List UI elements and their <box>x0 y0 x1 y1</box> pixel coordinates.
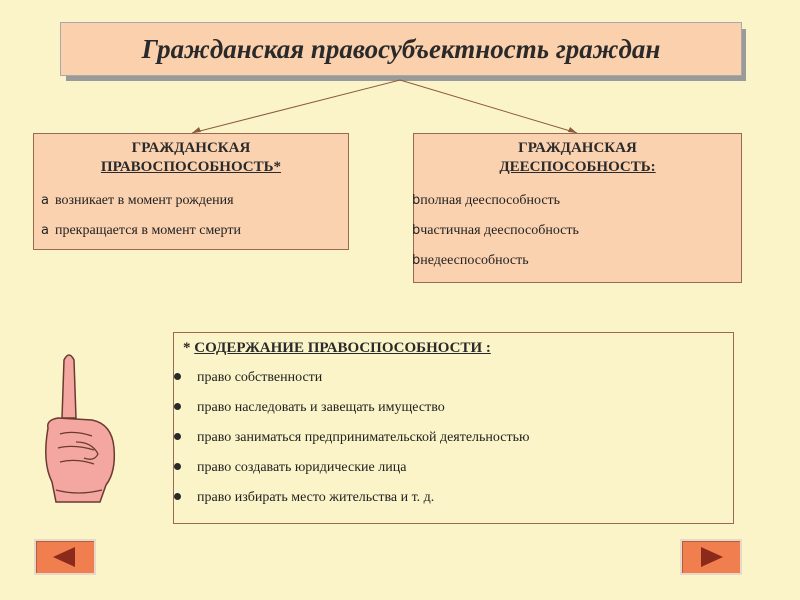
legal-capacity-box <box>33 133 349 250</box>
bullet-marker: а <box>41 223 49 238</box>
page-title: Гражданская правосубъектность граждан <box>141 33 661 64</box>
list-item-text: право собственности <box>197 370 323 385</box>
list-item <box>174 370 322 386</box>
bullet-marker: b <box>412 223 421 238</box>
bullet-marker: b <box>412 253 421 268</box>
list-item <box>412 193 560 209</box>
capacity-content-box <box>173 332 734 524</box>
list-item-text: право наследовать и завещать имущество <box>197 400 445 415</box>
active-capacity-box <box>413 133 742 283</box>
bullet-marker: а <box>41 193 49 208</box>
bullet-dot-icon <box>174 403 181 410</box>
next-arrow-icon <box>682 541 740 573</box>
prev-arrow-icon <box>36 541 94 573</box>
bullet-marker: b <box>412 193 421 208</box>
list-item <box>41 223 241 239</box>
list-item-text: право создавать юридические лица <box>197 460 407 475</box>
list-item <box>41 193 234 209</box>
list-item-text: недееспособность <box>420 253 529 268</box>
active-capacity-heading-line1: ГРАЖДАНСКАЯ <box>518 140 637 156</box>
bullet-dot-icon <box>174 463 181 470</box>
list-item-text: право избирать место жительства и т. д. <box>197 490 435 505</box>
bullet-dot-icon <box>174 493 181 500</box>
list-item <box>174 430 529 446</box>
list-item-text: прекращается в момент смерти <box>54 223 241 238</box>
connector-right <box>400 80 577 133</box>
list-item-text: полная дееспособность <box>420 193 561 208</box>
legal-capacity-heading <box>34 139 348 177</box>
list-item <box>412 253 529 269</box>
list-item <box>412 223 579 239</box>
list-item <box>174 400 445 416</box>
legal-capacity-heading-line1: ГРАЖДАНСКАЯ <box>131 140 251 156</box>
list-item-text: частичная дееспособность <box>420 223 579 238</box>
list-item <box>174 460 406 476</box>
bullet-dot-icon <box>174 433 181 440</box>
connector-left <box>192 80 400 133</box>
list-item-text: возникает в момент рождения <box>54 193 234 208</box>
list-item-text: право заниматься предпринимательской деятельностью <box>197 430 530 445</box>
bullet-dot-icon <box>174 373 181 380</box>
active-capacity-heading-line2: ДЕЕСПОСОБНОСТЬ: <box>499 159 656 175</box>
heading-text: СОДЕРЖАНИЕ ПРАВОСПОСОБНОСТИ : <box>194 340 491 356</box>
legal-capacity-heading-line2: ПРАВОСПОСОБНОСТЬ* <box>100 159 282 175</box>
prev-slide-button[interactable] <box>34 539 96 575</box>
capacity-content-heading <box>183 340 491 357</box>
active-capacity-heading <box>414 139 741 177</box>
heading-asterisk: * <box>183 340 195 356</box>
next-slide-button[interactable] <box>680 539 742 575</box>
list-item <box>174 490 434 506</box>
pointing-hand-icon <box>34 350 124 510</box>
